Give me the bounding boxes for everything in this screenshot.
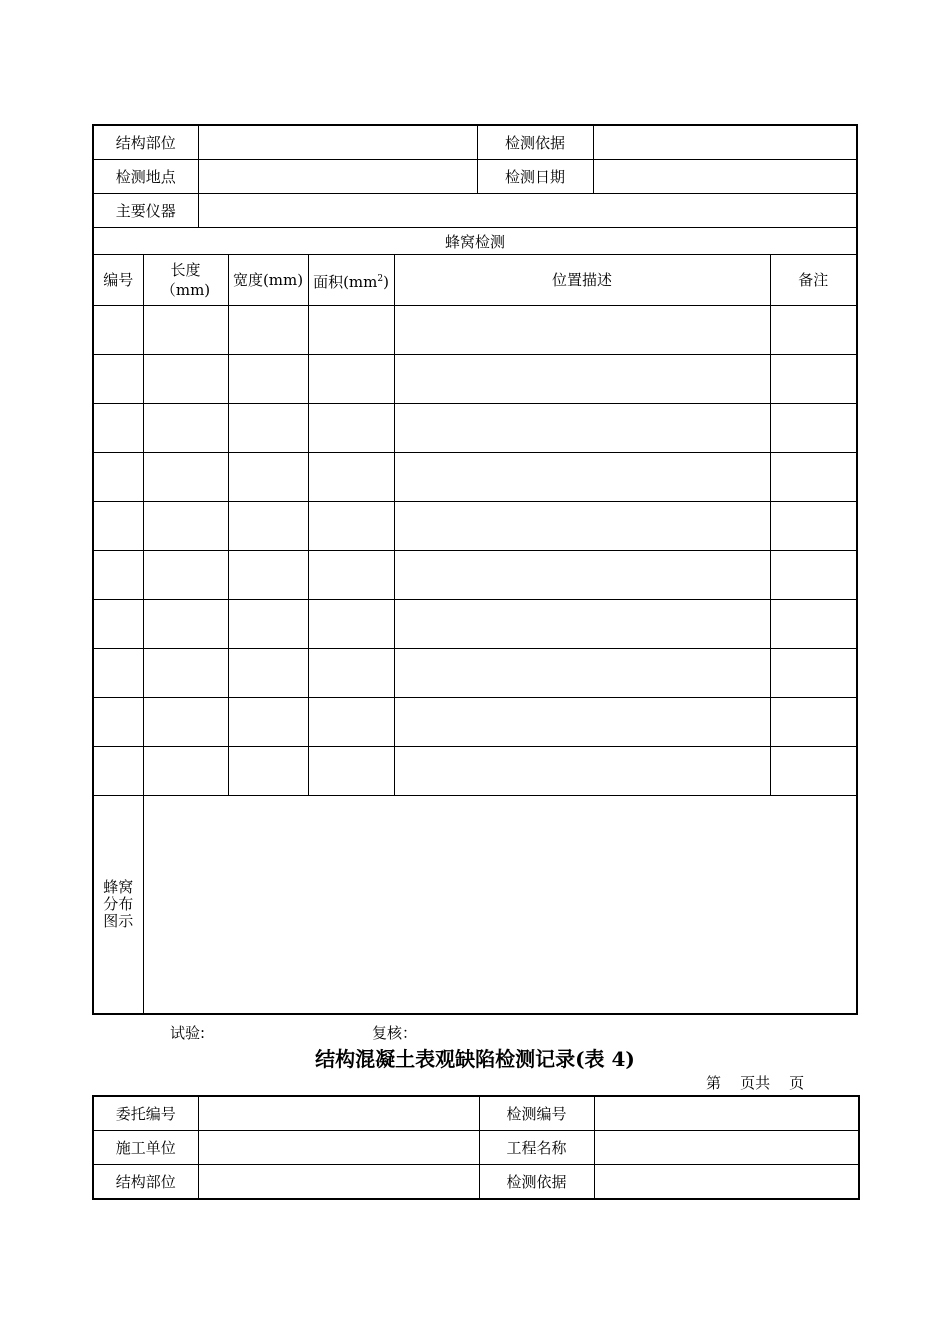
col-header-no: 编号 [93,255,143,306]
cell-no[interactable] [93,453,143,502]
cell-length[interactable] [143,453,228,502]
cell-area[interactable] [308,551,394,600]
cell-area[interactable] [308,502,394,551]
diagram-label [93,796,143,1015]
col-header-remark: 备注 [770,255,857,306]
main-instrument-field[interactable] [198,194,857,228]
construction-unit-label: 施工单位 [93,1131,198,1165]
cell-position[interactable] [394,600,770,649]
cell-no[interactable] [93,355,143,404]
cell-length[interactable] [143,649,228,698]
col-header-length [143,255,228,306]
cell-length[interactable] [143,355,228,404]
cell-width[interactable] [228,306,308,355]
cell-width[interactable] [228,453,308,502]
cell-length[interactable] [143,404,228,453]
cell-length[interactable] [143,698,228,747]
test-no-label: 检测编号 [479,1096,594,1131]
test-basis-field-2[interactable] [594,1165,859,1200]
diagram-label-line3: 图示 [103,912,134,930]
cell-width[interactable] [228,649,308,698]
table-row [93,698,857,747]
commission-no-field[interactable] [198,1096,479,1131]
diagram-label-line2: 分布 [103,895,134,913]
test-no-field[interactable] [594,1096,859,1131]
cell-remark[interactable] [770,600,857,649]
page-info: 第 页共 页 [706,1074,805,1092]
cell-position[interactable] [394,747,770,796]
cell-remark[interactable] [770,306,857,355]
table-row [93,551,857,600]
cell-area[interactable] [308,649,394,698]
cell-area[interactable] [308,600,394,649]
cell-area[interactable] [308,306,394,355]
test-basis-label: 检测依据 [478,126,594,159]
col-header-area-end: ) [383,272,389,291]
table-row [93,404,857,453]
data-rows [93,306,857,796]
table-row [93,453,857,502]
table-row [93,355,857,404]
cell-position[interactable] [394,306,770,355]
cell-remark[interactable] [770,355,857,404]
project-name-label: 工程名称 [479,1131,594,1165]
test-location-label: 检测地点 [93,160,198,194]
col-header-width: 宽度(mm) [228,255,308,306]
cell-position[interactable] [394,453,770,502]
cell-no[interactable] [93,649,143,698]
structure-part-field[interactable] [198,125,477,160]
cell-length[interactable] [143,306,228,355]
cell-no[interactable] [93,698,143,747]
test-basis-field[interactable] [594,126,857,159]
cell-width[interactable] [228,502,308,551]
cell-length[interactable] [143,502,228,551]
construction-unit-field[interactable] [198,1131,479,1165]
cell-position[interactable] [394,404,770,453]
cell-area[interactable] [308,453,394,502]
cell-width[interactable] [228,600,308,649]
structure-part-label-2: 结构部位 [93,1165,198,1200]
main-instrument-label: 主要仪器 [93,194,198,228]
cell-no[interactable] [93,404,143,453]
cell-position[interactable] [394,649,770,698]
test-basis-label-2: 检测依据 [479,1165,594,1200]
cell-width[interactable] [228,355,308,404]
col-header-position: 位置描述 [394,255,770,306]
table-row [93,306,857,355]
section-title: 蜂窝检测 [93,228,857,255]
col-header-area-text: 面积(mm [313,272,378,291]
header-info-table [92,1095,860,1200]
cell-remark[interactable] [770,649,857,698]
structure-part-label: 结构部位 [93,125,198,160]
review-signature-label: 复核： [372,1024,418,1042]
table-row [93,600,857,649]
cell-remark[interactable] [770,404,857,453]
col-header-length-line2: （mm) [160,281,211,299]
col-header-length-line1: 长度 [170,261,201,279]
cell-area[interactable] [308,404,394,453]
cell-position[interactable] [394,551,770,600]
cell-area[interactable] [308,355,394,404]
cell-no[interactable] [93,551,143,600]
cell-length[interactable] [143,600,228,649]
cell-remark[interactable] [770,453,857,502]
col-header-area-sup: 2 [377,273,384,284]
cell-position[interactable] [394,355,770,404]
diagram-area[interactable] [143,796,857,1015]
cell-remark[interactable] [770,747,857,796]
cell-no[interactable] [93,502,143,551]
cell-no[interactable] [93,600,143,649]
form-title: 结构混凝土表观缺陷检测记录(表 4) [315,1047,635,1071]
cell-area[interactable] [308,698,394,747]
commission-no-label: 委托编号 [93,1096,198,1131]
cell-length[interactable] [143,747,228,796]
cell-remark[interactable] [770,551,857,600]
cell-remark[interactable] [770,502,857,551]
cell-position[interactable] [394,502,770,551]
cell-no[interactable] [93,306,143,355]
test-date-field[interactable] [594,160,857,193]
cell-width[interactable] [228,404,308,453]
test-signature-label: 试验: [170,1024,206,1042]
cell-remark[interactable] [770,698,857,747]
cell-area[interactable] [308,747,394,796]
table-row [93,502,857,551]
cell-width[interactable] [228,747,308,796]
project-name-field[interactable] [594,1131,859,1165]
col-header-area [308,255,394,306]
test-date-label: 检测日期 [478,160,594,193]
cell-length[interactable] [143,551,228,600]
test-location-field[interactable] [198,160,477,194]
cell-width[interactable] [228,551,308,600]
cell-position[interactable] [394,698,770,747]
honeycomb-inspection-table [92,124,858,1015]
table-row [93,649,857,698]
table-row [93,747,857,796]
structure-part-field-2[interactable] [198,1165,479,1200]
diagram-label-line1: 蜂窝 [103,878,134,896]
cell-no[interactable] [93,747,143,796]
cell-width[interactable] [228,698,308,747]
